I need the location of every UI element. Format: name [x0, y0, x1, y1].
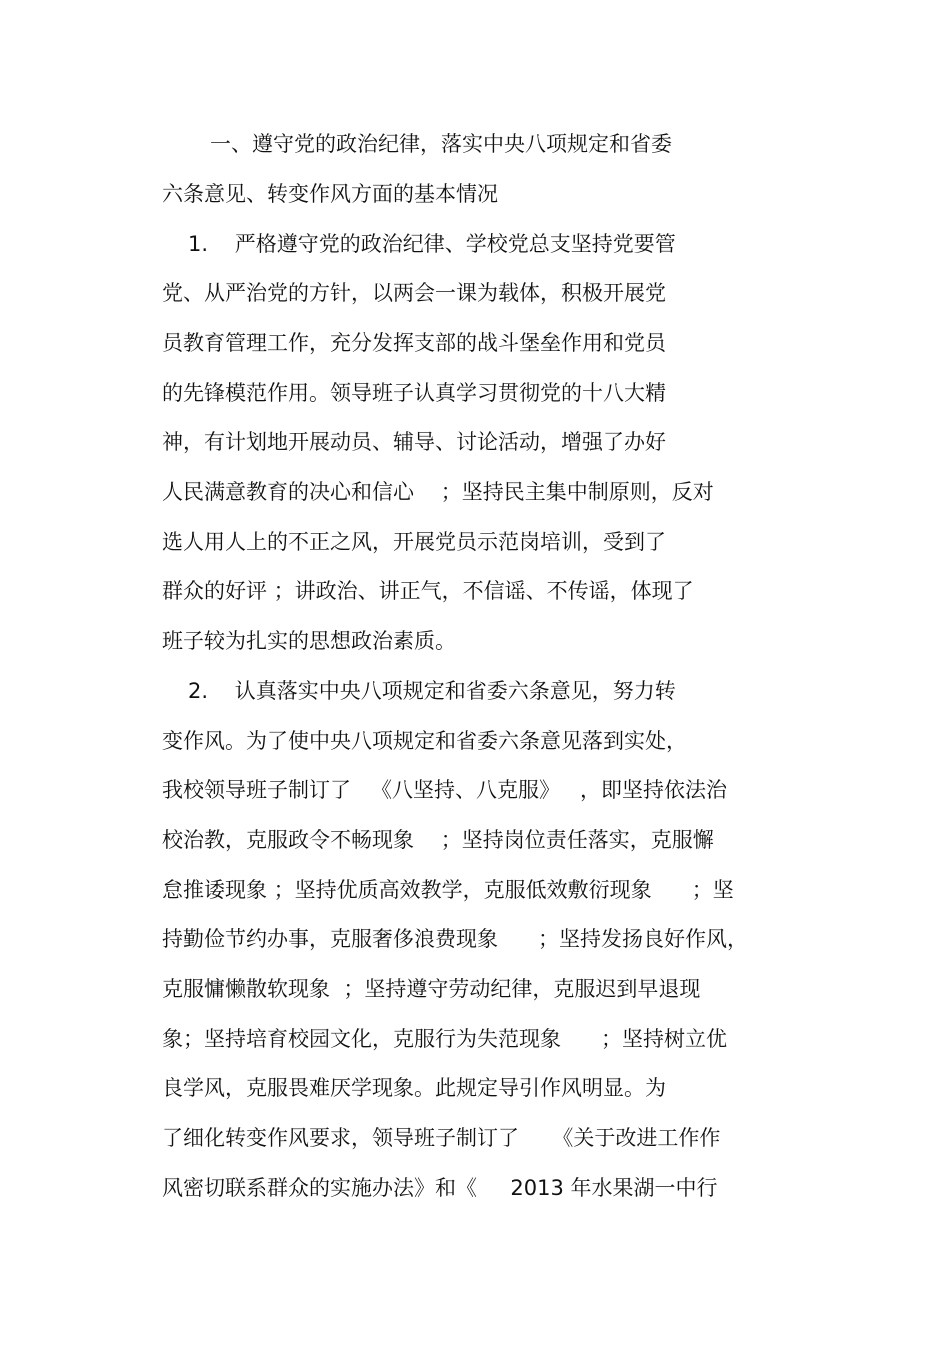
paragraph-1-line-2: 党、从严治党的方针，以两会一课为载体，积极开展党 [162, 281, 666, 305]
paragraph-1-line-1: 1. 严格遵守党的政治纪律、学校党总支坚持党要管 [188, 232, 676, 256]
paragraph-2-line-7: 克服慵懒散软现象 ；坚持遵守劳动纪律，克服迟到早退现 [162, 977, 701, 1001]
paragraph-1-line-5: 神，有计划地开展动员、辅导、讨论活动，增强了办好 [162, 430, 666, 454]
paragraph-1-line-8: 群众的好评 ；讲政治、讲正气，不信谣、不传谣，体现了 [162, 579, 694, 603]
paragraph-2-line-11: 风密切联系群众的实施办法》和《 2013 年水果湖一中行 [162, 1176, 718, 1200]
paragraph-2-line-3: 我校领导班子制订了 《八坚持、八克服》 ，即坚持依法治 [162, 778, 728, 802]
paragraph-2-line-10: 了细化转变作风要求，领导班子制订了 《关于改进工作作 [162, 1126, 721, 1150]
paragraph-2-line-5: 怠推诿现象 ；坚持优质高效教学，克服低效敷衍现象 ；坚 [162, 878, 734, 902]
paragraph-1-line-7: 选人用人上的不正之风，开展党员示范岗培训，受到了 [162, 530, 666, 554]
paragraph-2-line-6: 持勤俭节约办事，克服奢侈浪费现象 ；坚持发扬良好作风， [162, 927, 749, 951]
paragraph-2-line-2: 变作风。为了使中央八项规定和省委六条意见落到实处， [162, 729, 687, 753]
paragraph-1-line-9: 班子较为扎实的思想政治素质。 [162, 629, 456, 653]
paragraph-2-line-1: 2. 认真落实中央八项规定和省委六条意见，努力转 [188, 679, 676, 703]
paragraph-2-line-9: 良学风，克服畏难厌学现象。此规定导引作风明显。为 [162, 1076, 666, 1100]
paragraph-1-line-3: 员教育管理工作，充分发挥支部的战斗堡垒作用和党员 [162, 331, 666, 355]
section-heading-line-1: 一、遵守党的政治纪律，落实中央八项规定和省委 [210, 132, 672, 156]
paragraph-1-line-4: 的先锋模范作用。领导班子认真学习贯彻党的十八大精 [162, 381, 666, 405]
paragraph-2-line-4: 校治教，克服政令不畅现象 ；坚持岗位责任落实，克服懈 [162, 828, 714, 852]
paragraph-2-line-8: 象；坚持培育校园文化，克服行为失范现象 ；坚持树立优 [162, 1027, 728, 1051]
section-heading-line-2: 六条意见、转变作风方面的基本情况 [162, 182, 498, 206]
paragraph-1-line-6: 人民满意教育的决心和信心 ；坚持民主集中制原则，反对 [162, 480, 714, 504]
